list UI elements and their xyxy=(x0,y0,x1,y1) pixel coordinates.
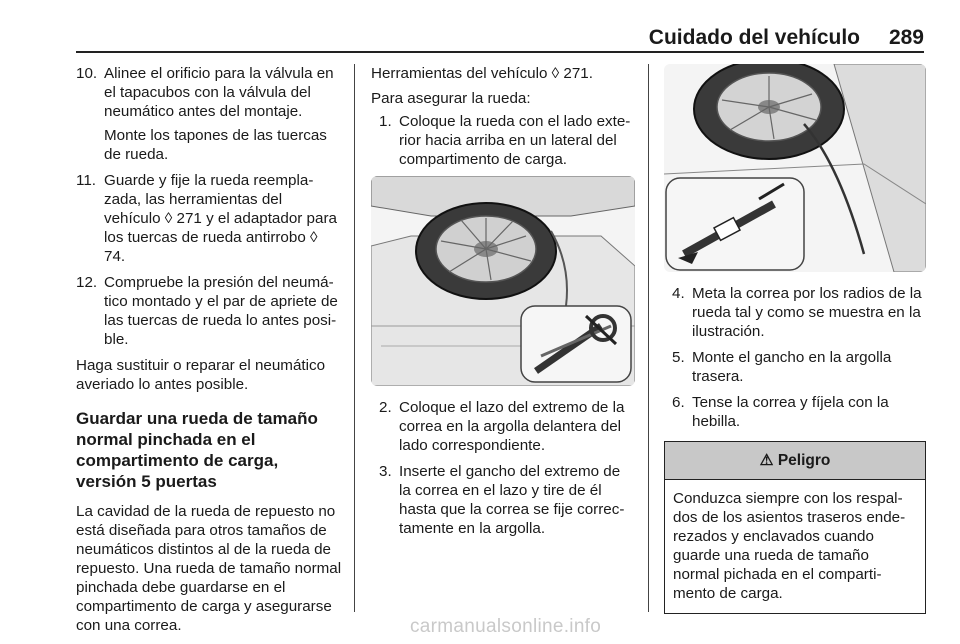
step-4 xyxy=(664,284,926,341)
step-number: 1. xyxy=(379,113,392,130)
step-1 xyxy=(371,112,635,169)
step-number: 2. xyxy=(379,399,392,416)
item-text: Compruebe la presión del neumático montado y el par de apriete de las tuercas de rueda lo antes posible. xyxy=(104,274,338,348)
warning-triangle-icon: ⚠ xyxy=(759,452,774,469)
step-2 xyxy=(371,398,635,455)
column-2 xyxy=(371,64,635,545)
step-text: Coloque el lazo del extremo de la correa en la argolla delantera del lado correspondiente. xyxy=(399,399,625,454)
item-number: 11. xyxy=(76,172,96,189)
column-divider-1 xyxy=(354,64,355,612)
column-3 xyxy=(664,64,926,614)
warning-box xyxy=(664,441,926,614)
step-number: 5. xyxy=(672,349,685,366)
step-number: 3. xyxy=(379,463,392,480)
step-6 xyxy=(664,393,926,431)
column-1 xyxy=(76,64,342,644)
tools-reference: Herramientas del vehículo ◊ 271. xyxy=(371,65,593,82)
list-item-12 xyxy=(76,273,342,349)
page-number: 289 xyxy=(888,26,924,49)
warning-title: Peligro xyxy=(777,452,831,469)
strap-through-spokes-illustration xyxy=(664,64,926,272)
steps-intro: Para asegurar la rueda: xyxy=(371,90,531,107)
list-item-11 xyxy=(76,171,342,266)
list-item-10-note: Monte los tapones de las tuercas de rueda. xyxy=(104,127,327,163)
step-5 xyxy=(664,348,926,386)
item-number: 10. xyxy=(76,65,98,82)
step-3 xyxy=(371,462,635,538)
figure-wheel-in-trunk xyxy=(371,176,635,386)
header-title: Cuidado del vehículo xyxy=(648,26,860,49)
step-number: 4. xyxy=(672,285,685,302)
wheel-in-trunk-illustration xyxy=(371,176,635,386)
item-text: Guarde y fije la rueda reemplazada, las herramientas del vehículo ◊ 271 y el adaptador para los tuercas de rueda antirrobo ◊ 74. xyxy=(104,172,337,265)
step-text: Inserte el gancho del extremo de la correa en el lazo y tire de él hasta que la correa se fije correctamente en la argolla. xyxy=(399,463,625,537)
watermark: carmanualsonline.info xyxy=(410,616,602,637)
step-text: Meta la correa por los radios de la rueda tal y como se muestra en la ilustración. xyxy=(692,285,922,340)
figure-strap-through-spokes xyxy=(664,64,926,272)
section-heading: Guardar una rueda de tamaño normal pinchada en el compartimento de carga, versión 5 puertas xyxy=(76,409,318,491)
step-text: Tense la correa y fíjela con la hebilla. xyxy=(692,394,889,430)
item-text: Alinee el orificio para la válvula en el tapacubos con la válvula del neumático antes del montaje. xyxy=(104,65,334,120)
step-text: Coloque la rueda con el lado exterior hacia arriba en un lateral del compartimento de carga. xyxy=(399,113,631,168)
item-number: 12. xyxy=(76,274,98,291)
paragraph-spare-cavity: La cavidad de la rueda de repuesto no está diseñada para otros tamaños de neumáticos distintos al de la rueda de repuesto. Una rueda de tamaño normal pinchada debe guardarse en el compartimento de carga y asegurarse con una correa. xyxy=(76,503,342,634)
warning-text: Conduzca siempre con los respaldos de los asientos traseros enderezados y enclavados cuando guarde una rueda de tamaño normal pichada en el compartimento de carga. xyxy=(673,490,906,602)
warning-header xyxy=(665,442,925,480)
list-item-10 xyxy=(76,64,342,121)
paragraph-damaged-tire: Haga sustituir o reparar el neumático averiado lo antes posible. xyxy=(76,357,326,393)
column-divider-2 xyxy=(648,64,649,612)
header-rule xyxy=(76,51,924,53)
step-number: 6. xyxy=(672,394,685,411)
step-text: Monte el gancho en la argolla trasera. xyxy=(692,349,892,385)
